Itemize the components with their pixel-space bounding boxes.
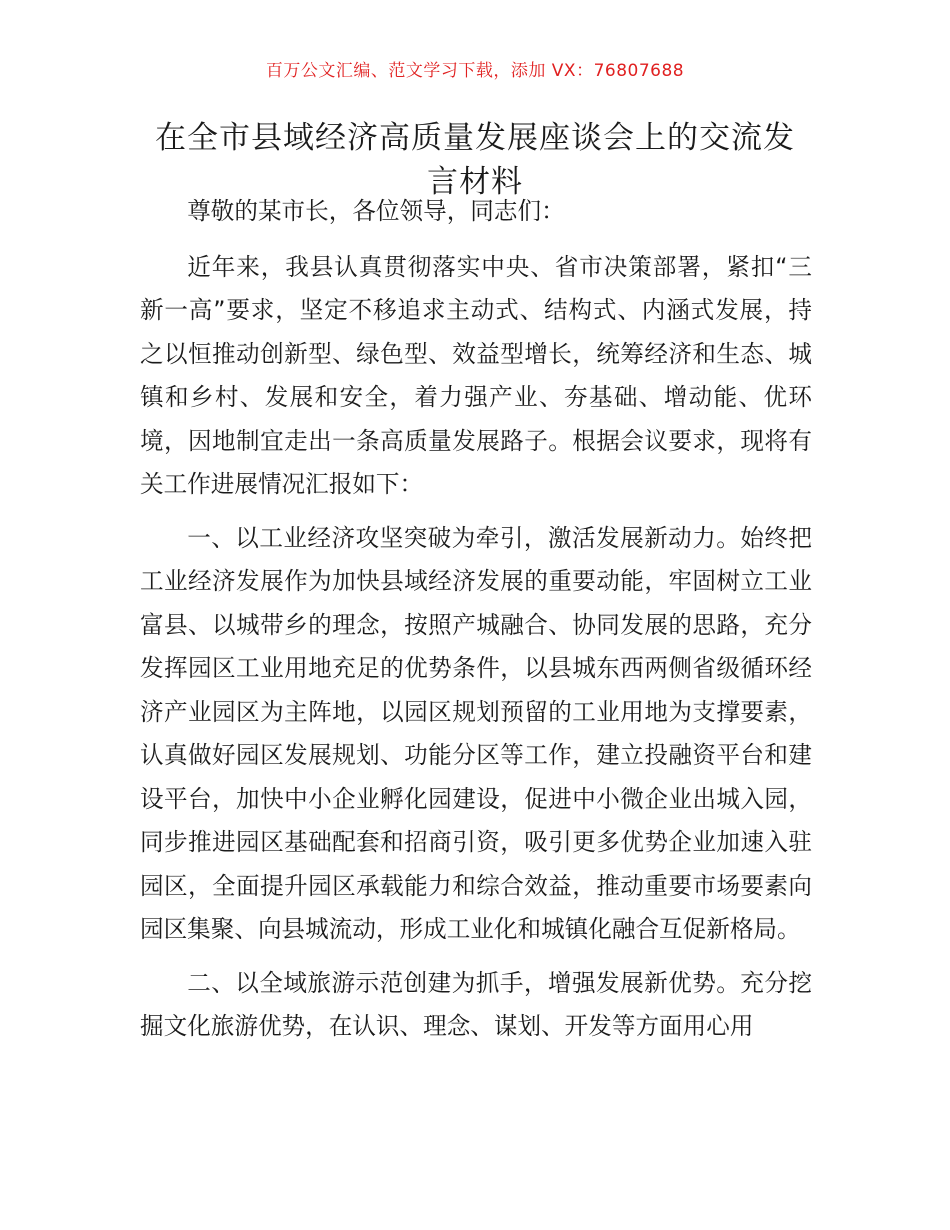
salutation: 尊敬的某市长，各位领导，同志们： <box>187 197 565 225</box>
paragraph-section-2: 二、以全域旅游示范创建为抓手，增强发展新优势。充分挖掘文化旅游优势，在认识、理念、谋划、开发等方面用心用 <box>140 968 812 1040</box>
document-body <box>140 190 812 1059</box>
paragraph-section-1: 一、以工业经济攻坚突破为牵引，激活发展新动力。始终把工业经济发展作为加快县域经济发展的重要动能，牢固树立工业富县、以城带乡的理念，按照产城融合、协同发展的思路，充分发挥园区工业用地充足的优势条件，以县城东西两侧省级循环经济产业园区为主阵地，以园区规划预留的工业用地为支撑要素，认真做好园区发展规划、功能分区等工作，建立投融资平台和建设平台，加快中小企业孵化园建设，促进中小微企业出城入园，同步推进园区基础配套和招商引资，吸引更多优势企业加速入驻园区，全面提升园区承载能力和综合效益，推动重要市场要素向园区集聚、向县城流动，形成工业化和城镇化融合互促新格局。 <box>140 523 812 943</box>
document-title: 在全市县域经济高质量发展座谈会上的交流发言材料 <box>155 120 795 200</box>
paragraph-intro: 近年来，我县认真贯彻落实中央、省市决策部署，紧扣“三新一高”要求，坚定不移追求主动式、结构式、内涵式发展，持之以恒推动创新型、绿色型、效益型增长，统筹经济和生态、城镇和乡村、发展和安全，着力强产业、夯基础、增动能、优环境，因地制宜走出一条高质量发展路子。根据会议要求，现将有关工作进展情况汇报如下： <box>140 252 812 498</box>
header-banner: 百万公文汇编、范文学习下载，添加 VX：76807688 <box>265 61 685 81</box>
